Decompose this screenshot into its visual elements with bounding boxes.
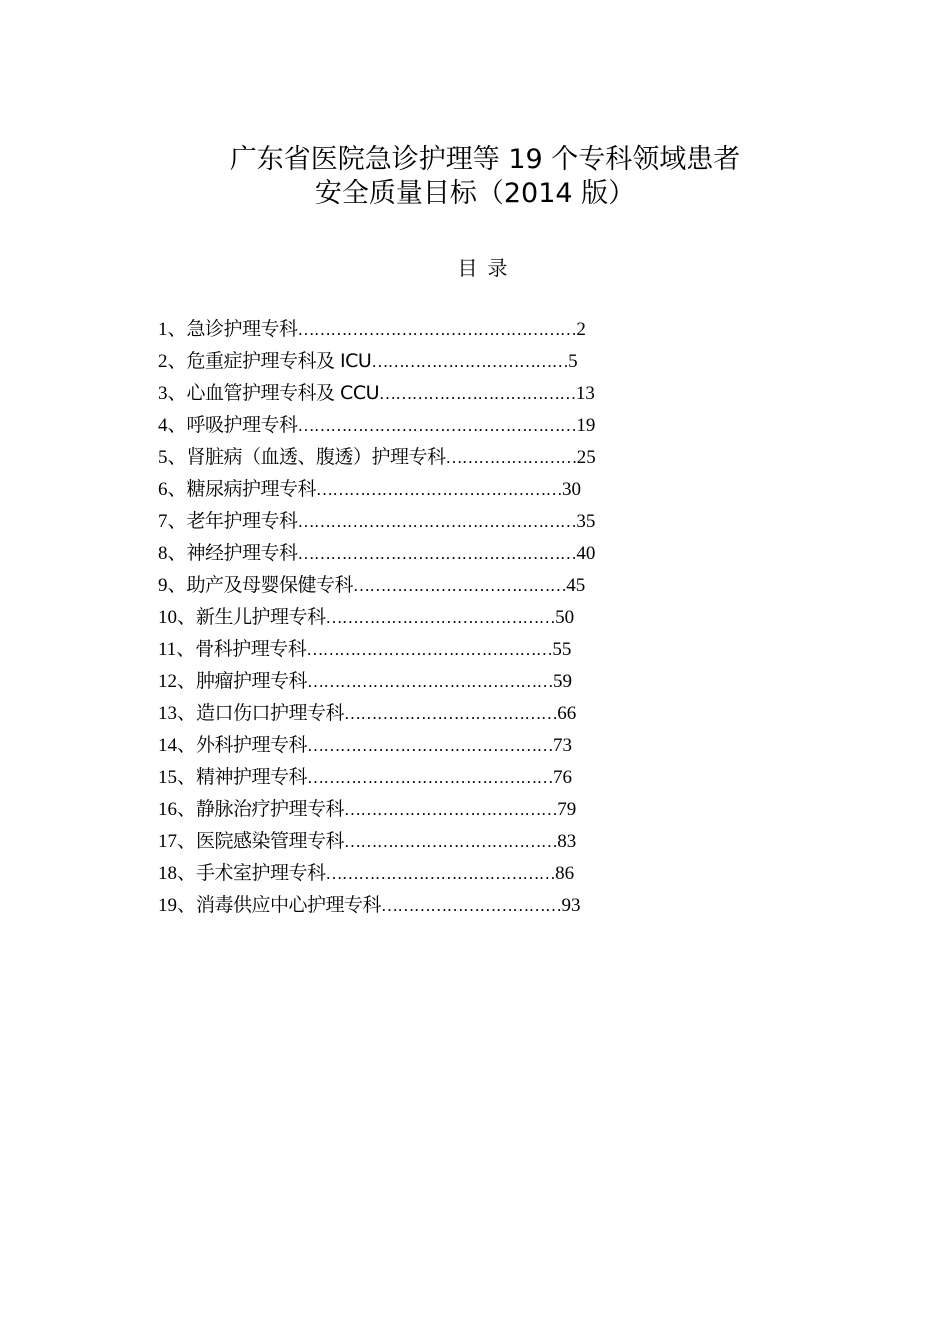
toc-entry-page: 35 [576, 511, 596, 532]
toc-entry-page: 45 [566, 575, 586, 596]
toc-entry-number: 12、 [158, 671, 197, 692]
toc-entry-page: 55 [552, 639, 572, 660]
toc-entry-page: 66 [557, 703, 577, 724]
toc-entry-number: 13、 [158, 703, 197, 724]
toc-entry-number: 11、 [158, 639, 196, 660]
toc-entry[interactable] [158, 409, 596, 441]
toc-entry-title: 神经护理专科 [186, 542, 298, 564]
toc-entry[interactable] [158, 825, 596, 857]
toc-leader-dots: …………………………… [381, 896, 562, 915]
toc-entry-number: 6、 [158, 479, 187, 500]
toc-entry-page: 79 [557, 799, 577, 820]
document-title-line-2: 安全质量目标（2014 版） [314, 178, 636, 209]
toc-entry[interactable] [158, 729, 596, 761]
toc-entry-page: 83 [557, 831, 577, 852]
toc-entry[interactable] [158, 537, 596, 569]
toc-entry-page: 25 [576, 447, 596, 468]
toc-leader-dots: ……………………………………… [316, 480, 563, 499]
toc-entry-number: 7、 [158, 511, 187, 532]
toc-leader-dots: …………………………………………… [297, 544, 577, 563]
toc-leader-dots: …………………………………………… [297, 416, 577, 435]
toc-leader-dots: ……………………………………… [306, 640, 553, 659]
toc-entry[interactable] [158, 665, 596, 697]
document-title-line-1: 广东省医院急诊护理等 19 个专科领域患者 [229, 144, 741, 175]
toc-entry-title: 危重症护理专科及 ICU [186, 350, 372, 372]
toc-entry-number: 10、 [158, 607, 197, 628]
toc-entry-page: 76 [553, 767, 573, 788]
toc-leader-dots: …………………… [445, 448, 577, 467]
toc-entry-title: 肿瘤护理专科 [196, 670, 308, 692]
toc-leader-dots: ………………………………… [353, 576, 567, 595]
toc-entry[interactable] [158, 473, 596, 505]
toc-leader-dots: ………………………………… [344, 800, 558, 819]
toc-entry-page: 50 [555, 607, 575, 628]
toc-entry[interactable] [158, 889, 596, 921]
toc-entry-title: 造口伤口护理专科 [196, 702, 345, 724]
table-of-contents [158, 313, 596, 921]
toc-entry-number: 2、 [158, 351, 187, 372]
toc-entry[interactable] [158, 313, 596, 345]
toc-entry[interactable] [158, 793, 596, 825]
toc-entry-page: 59 [553, 671, 573, 692]
toc-leader-dots: ………………………………… [344, 832, 558, 851]
toc-entry-number: 15、 [158, 767, 197, 788]
toc-entry-page: 19 [576, 415, 596, 436]
toc-entry-number: 14、 [158, 735, 197, 756]
toc-entry[interactable] [158, 505, 596, 537]
toc-entry-title: 消毒供应中心护理专科 [196, 894, 382, 916]
toc-entry-title: 心血管护理专科及 CCU [186, 382, 379, 404]
toc-entry-number: 17、 [158, 831, 197, 852]
toc-leader-dots: ……………………………………… [307, 768, 554, 787]
toc-entry[interactable] [158, 441, 596, 473]
toc-entry-title: 医院感染管理专科 [196, 830, 345, 852]
toc-leader-dots: ………………………………… [344, 704, 558, 723]
toc-entry[interactable] [158, 601, 596, 633]
toc-entry-page: 73 [553, 735, 573, 756]
toc-entry-title: 肾脏病（血透、腹透）护理专科 [186, 446, 446, 468]
toc-entry-title: 急诊护理专科 [186, 318, 298, 340]
toc-leader-dots: …………………………………………… [297, 512, 577, 531]
toc-entry-page: 2 [576, 319, 586, 340]
toc-entry-page: 13 [575, 383, 595, 404]
toc-entry-number: 1、 [158, 319, 187, 340]
toc-entry-title: 外科护理专科 [196, 734, 308, 756]
toc-leader-dots: ……………………………………… [307, 672, 554, 691]
toc-entry-number: 19、 [158, 895, 197, 916]
toc-entry-number: 9、 [158, 575, 187, 596]
toc-entry[interactable] [158, 697, 596, 729]
toc-entry-page: 86 [555, 863, 575, 884]
toc-entry-number: 8、 [158, 543, 187, 564]
toc-entry-title: 骨科护理专科 [195, 638, 307, 660]
toc-entry[interactable] [158, 345, 596, 377]
toc-entry[interactable] [158, 569, 596, 601]
toc-entry-title: 呼吸护理专科 [186, 414, 298, 436]
toc-leader-dots: …………………………………………… [297, 320, 577, 339]
toc-entry-number: 5、 [158, 447, 187, 468]
toc-leader-dots: ……………………………… [379, 384, 576, 403]
toc-entry-title: 助产及母婴保健专科 [186, 574, 354, 596]
toc-entry-number: 18、 [158, 863, 197, 884]
toc-entry[interactable] [158, 377, 596, 409]
toc-entry-title: 新生儿护理专科 [196, 606, 326, 628]
toc-entry-page: 5 [568, 351, 578, 372]
toc-entry[interactable] [158, 761, 596, 793]
toc-entry-number: 16、 [158, 799, 197, 820]
toc-entry-number: 4、 [158, 415, 187, 436]
toc-entry-title: 老年护理专科 [186, 510, 298, 532]
toc-entry-title: 手术室护理专科 [196, 862, 326, 884]
toc-entry[interactable] [158, 857, 596, 889]
toc-entry-page: 93 [561, 895, 581, 916]
toc-leader-dots: …………………………………… [325, 608, 556, 627]
toc-heading: 目录 [457, 256, 518, 280]
toc-entry-title: 糖尿病护理专科 [186, 478, 317, 500]
toc-entry-page: 40 [576, 543, 596, 564]
toc-entry-page: 30 [562, 479, 582, 500]
toc-entry-number: 3、 [158, 383, 187, 404]
toc-leader-dots: ……………………………… [371, 352, 569, 371]
toc-leader-dots: …………………………………… [325, 864, 556, 883]
toc-entry[interactable] [158, 633, 596, 665]
toc-leader-dots: ……………………………………… [307, 736, 554, 755]
toc-entry-title: 静脉治疗护理专科 [196, 798, 345, 820]
toc-entry-title: 精神护理专科 [196, 766, 308, 788]
